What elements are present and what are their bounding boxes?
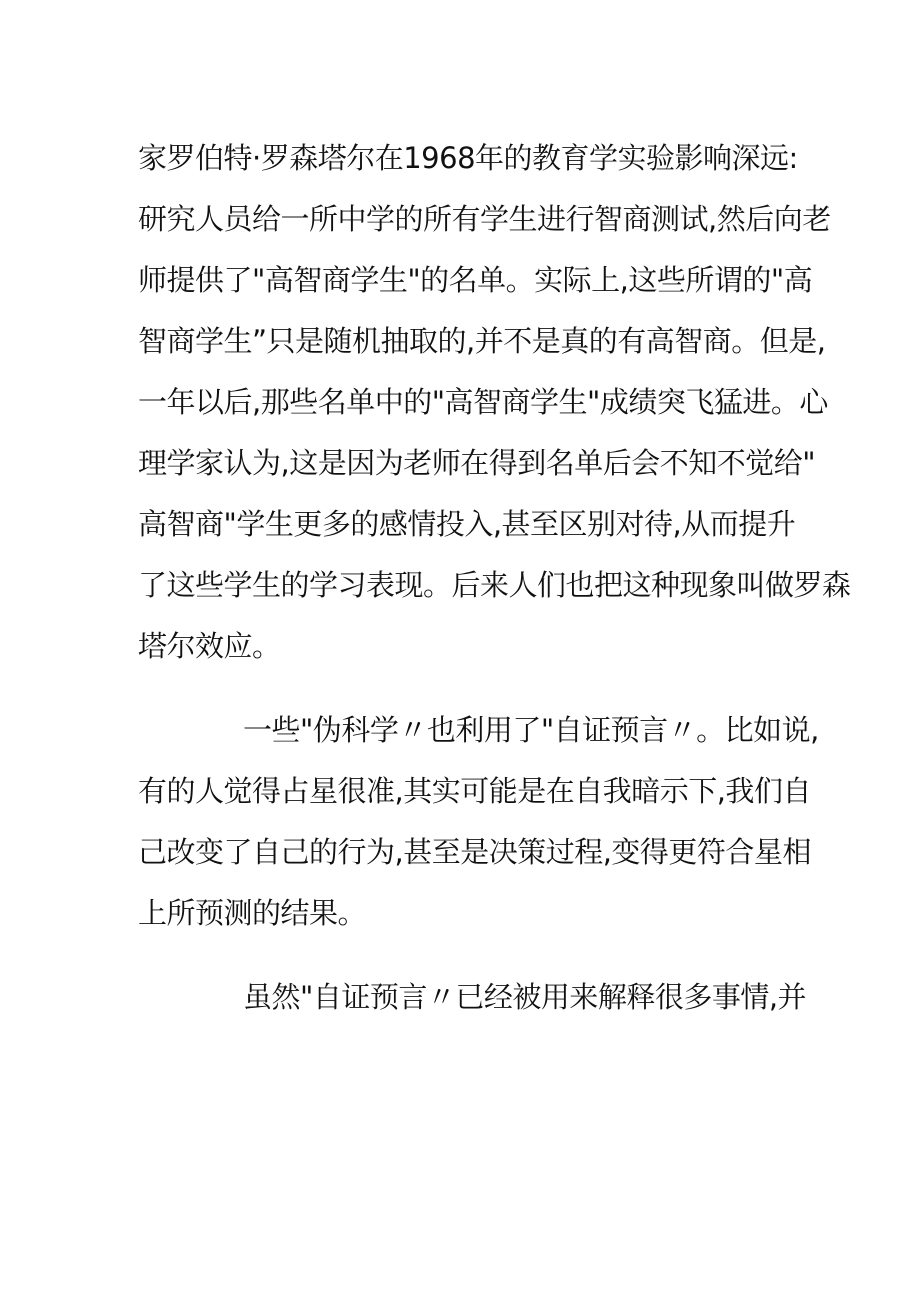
text-line: 高智商"学生更多的感情投入,甚至区别对待,从而提升 — [138, 507, 796, 541]
text-line: 上所预测的结果。 — [138, 896, 367, 930]
text-line: 智商学生”只是随机抽取的,并不是真的有高智商。但是, — [138, 324, 826, 358]
text-line: 一些"伪科学〃也利用了"自证预言〃。比如说, — [243, 713, 819, 747]
paragraph-self-fulfilling-prophecy — [138, 967, 807, 1028]
text-line: 了这些学生的学习表现。后来人们也把这种现象叫做罗森 — [138, 568, 851, 602]
text-line: 己改变了自己的行为,甚至是决策过程,变得更符合星相 — [138, 835, 811, 869]
paragraph-spacer — [138, 677, 798, 700]
text-line: 有的人觉得占星很准,其实可能是在自我暗示下,我们自 — [138, 774, 811, 808]
text-line: 理学家认为,这是因为老师在得到名单后会不知不觉给" — [138, 446, 816, 480]
text-line: 师提供了"高智商学生"的名单。实际上,这些所谓的"高 — [138, 263, 813, 297]
text-line: 研究人员给一所中学的所有学生进行智商测试,然后向老 — [138, 202, 831, 236]
paragraph-rosenthal-experiment — [138, 128, 851, 677]
text-line: 一年以后,那些名单中的"高智商学生"成绩突飞猛进。心 — [138, 385, 828, 419]
document-body — [138, 128, 851, 1028]
paragraph-pseudoscience — [138, 700, 819, 944]
text-line: 虽然"自证预言〃已经被用来解释很多事情,并 — [243, 980, 807, 1014]
text-line: 塔尔效应。 — [138, 629, 281, 663]
text-line: 家罗伯特·罗森塔尔在1968年的教育学实验影响深远: — [138, 141, 798, 175]
paragraph-spacer — [138, 944, 798, 967]
